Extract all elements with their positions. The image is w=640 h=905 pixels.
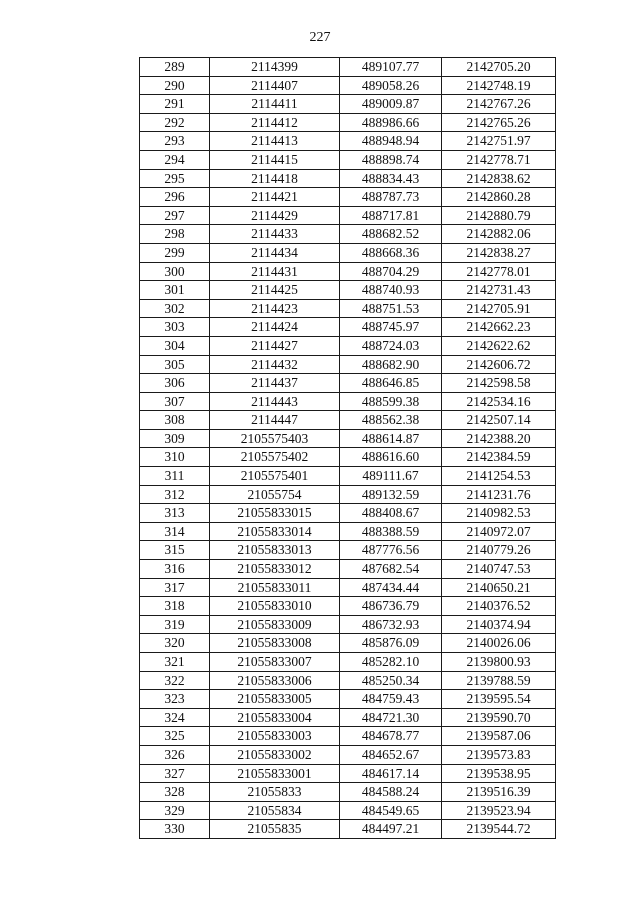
x-coordinate-cell: 489132.59 <box>340 485 442 504</box>
coordinates-table <box>139 57 556 839</box>
table-row <box>140 113 556 132</box>
point-number-cell: 293 <box>140 132 210 151</box>
x-coordinate-cell: 485250.34 <box>340 671 442 690</box>
point-id-cell: 2114421 <box>210 188 340 207</box>
point-id-cell: 2114425 <box>210 281 340 300</box>
table-row <box>140 467 556 486</box>
table-row <box>140 485 556 504</box>
x-coordinate-cell: 486736.79 <box>340 597 442 616</box>
point-number-cell: 321 <box>140 653 210 672</box>
y-coordinate-cell: 2142882.06 <box>442 225 556 244</box>
point-number-cell: 309 <box>140 429 210 448</box>
point-id-cell: 2114415 <box>210 150 340 169</box>
y-coordinate-cell: 2139516.39 <box>442 783 556 802</box>
point-id-cell: 21055833004 <box>210 708 340 727</box>
y-coordinate-cell: 2140747.53 <box>442 560 556 579</box>
table-row <box>140 597 556 616</box>
point-id-cell: 21055833005 <box>210 690 340 709</box>
x-coordinate-cell: 485282.10 <box>340 653 442 672</box>
y-coordinate-cell: 2142838.27 <box>442 243 556 262</box>
point-number-cell: 328 <box>140 783 210 802</box>
table-row <box>140 429 556 448</box>
x-coordinate-cell: 488616.60 <box>340 448 442 467</box>
table-row <box>140 690 556 709</box>
table-row <box>140 541 556 560</box>
table-row <box>140 801 556 820</box>
table-row <box>140 634 556 653</box>
x-coordinate-cell: 488898.74 <box>340 150 442 169</box>
y-coordinate-cell: 2142778.01 <box>442 262 556 281</box>
point-number-cell: 323 <box>140 690 210 709</box>
point-id-cell: 21055833012 <box>210 560 340 579</box>
point-number-cell: 318 <box>140 597 210 616</box>
table-row <box>140 188 556 207</box>
point-number-cell: 326 <box>140 745 210 764</box>
point-id-cell: 2114418 <box>210 169 340 188</box>
y-coordinate-cell: 2142765.26 <box>442 113 556 132</box>
point-number-cell: 312 <box>140 485 210 504</box>
point-id-cell: 2105575403 <box>210 429 340 448</box>
point-number-cell: 289 <box>140 58 210 77</box>
y-coordinate-cell: 2140026.06 <box>442 634 556 653</box>
point-number-cell: 301 <box>140 281 210 300</box>
point-id-cell: 21055833010 <box>210 597 340 616</box>
y-coordinate-cell: 2139788.59 <box>442 671 556 690</box>
y-coordinate-cell: 2142860.28 <box>442 188 556 207</box>
point-number-cell: 314 <box>140 522 210 541</box>
table-row <box>140 392 556 411</box>
y-coordinate-cell: 2142838.62 <box>442 169 556 188</box>
y-coordinate-cell: 2142880.79 <box>442 206 556 225</box>
point-number-cell: 308 <box>140 411 210 430</box>
point-id-cell: 2114399 <box>210 58 340 77</box>
point-id-cell: 21055833011 <box>210 578 340 597</box>
table-row <box>140 820 556 839</box>
table-row <box>140 206 556 225</box>
point-number-cell: 297 <box>140 206 210 225</box>
point-number-cell: 303 <box>140 318 210 337</box>
coordinates-table-body <box>140 58 556 839</box>
point-number-cell: 317 <box>140 578 210 597</box>
table-row <box>140 374 556 393</box>
point-number-cell: 296 <box>140 188 210 207</box>
table-row <box>140 225 556 244</box>
point-number-cell: 300 <box>140 262 210 281</box>
point-number-cell: 306 <box>140 374 210 393</box>
y-coordinate-cell: 2140376.52 <box>442 597 556 616</box>
point-number-cell: 299 <box>140 243 210 262</box>
point-id-cell: 2114443 <box>210 392 340 411</box>
point-id-cell: 21055835 <box>210 820 340 839</box>
point-number-cell: 310 <box>140 448 210 467</box>
table-row <box>140 355 556 374</box>
y-coordinate-cell: 2140972.07 <box>442 522 556 541</box>
point-id-cell: 2114434 <box>210 243 340 262</box>
x-coordinate-cell: 487682.54 <box>340 560 442 579</box>
point-number-cell: 316 <box>140 560 210 579</box>
point-id-cell: 2114413 <box>210 132 340 151</box>
point-id-cell: 21055833013 <box>210 541 340 560</box>
table-row <box>140 615 556 634</box>
table-row <box>140 727 556 746</box>
point-number-cell: 295 <box>140 169 210 188</box>
y-coordinate-cell: 2142705.91 <box>442 299 556 318</box>
table-row <box>140 243 556 262</box>
table-row <box>140 671 556 690</box>
point-id-cell: 21055833008 <box>210 634 340 653</box>
x-coordinate-cell: 488787.73 <box>340 188 442 207</box>
y-coordinate-cell: 2140650.21 <box>442 578 556 597</box>
page-number: 227 <box>309 30 331 45</box>
x-coordinate-cell: 488948.94 <box>340 132 442 151</box>
point-id-cell: 2114411 <box>210 95 340 114</box>
y-coordinate-cell: 2142731.43 <box>442 281 556 300</box>
x-coordinate-cell: 486732.93 <box>340 615 442 634</box>
y-coordinate-cell: 2142507.14 <box>442 411 556 430</box>
point-id-cell: 21055833007 <box>210 653 340 672</box>
point-number-cell: 290 <box>140 76 210 95</box>
y-coordinate-cell: 2142622.62 <box>442 336 556 355</box>
y-coordinate-cell: 2142705.20 <box>442 58 556 77</box>
y-coordinate-cell: 2141254.53 <box>442 467 556 486</box>
point-number-cell: 315 <box>140 541 210 560</box>
point-id-cell: 2114431 <box>210 262 340 281</box>
table-row <box>140 504 556 523</box>
table-row <box>140 299 556 318</box>
point-id-cell: 2105575402 <box>210 448 340 467</box>
x-coordinate-cell: 488682.90 <box>340 355 442 374</box>
point-id-cell: 2114423 <box>210 299 340 318</box>
y-coordinate-cell: 2142767.26 <box>442 95 556 114</box>
point-id-cell: 21055833015 <box>210 504 340 523</box>
x-coordinate-cell: 484588.24 <box>340 783 442 802</box>
table-row <box>140 448 556 467</box>
x-coordinate-cell: 488740.93 <box>340 281 442 300</box>
point-id-cell: 2114429 <box>210 206 340 225</box>
point-id-cell: 21055833 <box>210 783 340 802</box>
point-number-cell: 330 <box>140 820 210 839</box>
x-coordinate-cell: 488388.59 <box>340 522 442 541</box>
x-coordinate-cell: 488614.87 <box>340 429 442 448</box>
point-id-cell: 2114437 <box>210 374 340 393</box>
x-coordinate-cell: 489009.87 <box>340 95 442 114</box>
y-coordinate-cell: 2139573.83 <box>442 745 556 764</box>
point-id-cell: 2114427 <box>210 336 340 355</box>
point-id-cell: 2114424 <box>210 318 340 337</box>
point-number-cell: 320 <box>140 634 210 653</box>
table-row <box>140 76 556 95</box>
point-number-cell: 304 <box>140 336 210 355</box>
point-number-cell: 327 <box>140 764 210 783</box>
point-id-cell: 21055833003 <box>210 727 340 746</box>
table-row <box>140 262 556 281</box>
x-coordinate-cell: 484497.21 <box>340 820 442 839</box>
table-row <box>140 745 556 764</box>
y-coordinate-cell: 2142606.72 <box>442 355 556 374</box>
point-number-cell: 305 <box>140 355 210 374</box>
y-coordinate-cell: 2139538.95 <box>442 764 556 783</box>
y-coordinate-cell: 2142598.58 <box>442 374 556 393</box>
x-coordinate-cell: 489058.26 <box>340 76 442 95</box>
point-id-cell: 21055833009 <box>210 615 340 634</box>
x-coordinate-cell: 488682.52 <box>340 225 442 244</box>
table-row <box>140 150 556 169</box>
y-coordinate-cell: 2140374.94 <box>442 615 556 634</box>
table-row <box>140 58 556 77</box>
x-coordinate-cell: 485876.09 <box>340 634 442 653</box>
y-coordinate-cell: 2142384.59 <box>442 448 556 467</box>
point-number-cell: 307 <box>140 392 210 411</box>
y-coordinate-cell: 2142778.71 <box>442 150 556 169</box>
y-coordinate-cell: 2139595.54 <box>442 690 556 709</box>
x-coordinate-cell: 488599.38 <box>340 392 442 411</box>
point-id-cell: 21055833002 <box>210 745 340 764</box>
point-number-cell: 302 <box>140 299 210 318</box>
table-row <box>140 132 556 151</box>
x-coordinate-cell: 487434.44 <box>340 578 442 597</box>
y-coordinate-cell: 2142388.20 <box>442 429 556 448</box>
x-coordinate-cell: 488751.53 <box>340 299 442 318</box>
x-coordinate-cell: 484652.67 <box>340 745 442 764</box>
point-id-cell: 2105575401 <box>210 467 340 486</box>
point-id-cell: 21055754 <box>210 485 340 504</box>
point-number-cell: 311 <box>140 467 210 486</box>
point-number-cell: 329 <box>140 801 210 820</box>
point-number-cell: 292 <box>140 113 210 132</box>
x-coordinate-cell: 484721.30 <box>340 708 442 727</box>
x-coordinate-cell: 489107.77 <box>340 58 442 77</box>
x-coordinate-cell: 484678.77 <box>340 727 442 746</box>
point-number-cell: 322 <box>140 671 210 690</box>
point-id-cell: 21055834 <box>210 801 340 820</box>
point-id-cell: 21055833006 <box>210 671 340 690</box>
x-coordinate-cell: 488646.85 <box>340 374 442 393</box>
y-coordinate-cell: 2142751.97 <box>442 132 556 151</box>
table-row <box>140 281 556 300</box>
table-row <box>140 336 556 355</box>
table-row <box>140 411 556 430</box>
point-id-cell: 2114412 <box>210 113 340 132</box>
x-coordinate-cell: 488834.43 <box>340 169 442 188</box>
x-coordinate-cell: 488408.67 <box>340 504 442 523</box>
x-coordinate-cell: 487776.56 <box>340 541 442 560</box>
table-row <box>140 708 556 727</box>
point-number-cell: 298 <box>140 225 210 244</box>
table-row <box>140 764 556 783</box>
point-id-cell: 21055833001 <box>210 764 340 783</box>
table-row <box>140 653 556 672</box>
x-coordinate-cell: 484549.65 <box>340 801 442 820</box>
point-number-cell: 313 <box>140 504 210 523</box>
point-number-cell: 324 <box>140 708 210 727</box>
point-number-cell: 319 <box>140 615 210 634</box>
x-coordinate-cell: 488668.36 <box>340 243 442 262</box>
point-id-cell: 2114432 <box>210 355 340 374</box>
x-coordinate-cell: 488704.29 <box>340 262 442 281</box>
table-row <box>140 95 556 114</box>
y-coordinate-cell: 2140779.26 <box>442 541 556 560</box>
x-coordinate-cell: 488745.97 <box>340 318 442 337</box>
y-coordinate-cell: 2139587.06 <box>442 727 556 746</box>
y-coordinate-cell: 2142662.23 <box>442 318 556 337</box>
x-coordinate-cell: 484617.14 <box>340 764 442 783</box>
point-id-cell: 2114433 <box>210 225 340 244</box>
x-coordinate-cell: 484759.43 <box>340 690 442 709</box>
x-coordinate-cell: 488562.38 <box>340 411 442 430</box>
point-number-cell: 291 <box>140 95 210 114</box>
table-row <box>140 783 556 802</box>
table-row <box>140 560 556 579</box>
y-coordinate-cell: 2139523.94 <box>442 801 556 820</box>
table-row <box>140 578 556 597</box>
y-coordinate-cell: 2142534.16 <box>442 392 556 411</box>
x-coordinate-cell: 488724.03 <box>340 336 442 355</box>
table-row <box>140 522 556 541</box>
y-coordinate-cell: 2142748.19 <box>442 76 556 95</box>
point-number-cell: 294 <box>140 150 210 169</box>
point-id-cell: 2114407 <box>210 76 340 95</box>
table-row <box>140 169 556 188</box>
table-row <box>140 318 556 337</box>
y-coordinate-cell: 2141231.76 <box>442 485 556 504</box>
point-id-cell: 2114447 <box>210 411 340 430</box>
y-coordinate-cell: 2139544.72 <box>442 820 556 839</box>
y-coordinate-cell: 2139590.70 <box>442 708 556 727</box>
y-coordinate-cell: 2139800.93 <box>442 653 556 672</box>
y-coordinate-cell: 2140982.53 <box>442 504 556 523</box>
x-coordinate-cell: 488986.66 <box>340 113 442 132</box>
x-coordinate-cell: 489111.67 <box>340 467 442 486</box>
point-number-cell: 325 <box>140 727 210 746</box>
x-coordinate-cell: 488717.81 <box>340 206 442 225</box>
point-id-cell: 21055833014 <box>210 522 340 541</box>
